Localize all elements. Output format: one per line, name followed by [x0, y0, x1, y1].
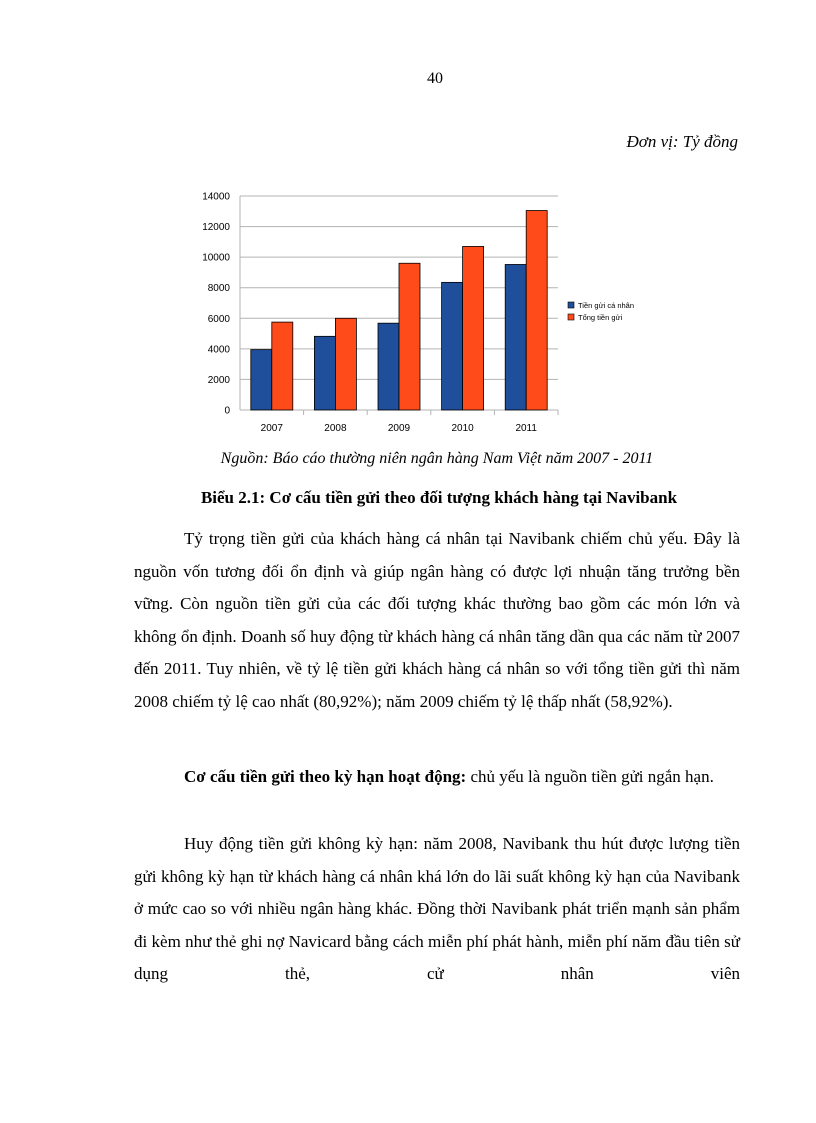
- source-note: Nguồn: Báo cáo thường niên ngân hàng Nam Việt năm 2007 - 2011: [220, 450, 654, 467]
- bar: [378, 323, 399, 410]
- bar: [251, 350, 272, 410]
- chart-caption: Biểu 2.1: Cơ cấu tiền gửi theo đối tượng khách hàng tại Navibank: [200, 488, 678, 507]
- chart-bars: [251, 211, 547, 410]
- paragraph-individual-deposits: Tỷ trọng tiền gửi của khách hàng cá nhân tại Navibank chiếm chủ yếu. Đây là nguồn vốn tương đối ổn định và giúp ngân hàng có được lợi nhuận tăng trưởng bền vững. Còn nguồn tiền gửi của các đối tượng khác thường bao gồm các món lớn và không ổn định. Doanh số huy động từ khách hàng cá nhân tăng dần qua các năm từ 2007 đến 2011. Tuy nhiên, về tỷ lệ tiền gửi khách hàng cá nhân so với tổng tiền gửi thì năm 2008 chiếm tỷ lệ cao nhất (80,92%); năm 2009 chiếm tỷ lệ thấp nhất (58,92%).: [134, 529, 740, 711]
- y-tick-label: 10000: [202, 252, 230, 264]
- bar: [335, 318, 356, 410]
- bar: [463, 246, 484, 410]
- legend-label: Tiền gửi cá nhân: [578, 301, 635, 310]
- page-number: 40: [427, 70, 443, 87]
- bar: [442, 282, 463, 410]
- y-tick-label: 2000: [207, 374, 230, 386]
- bar: [272, 322, 293, 410]
- y-tick-label: 12000: [202, 222, 230, 234]
- paragraph-term-structure: [134, 761, 740, 794]
- x-axis-ticks: [261, 410, 558, 434]
- y-tick-label: 8000: [207, 283, 230, 295]
- deposit-bar-chart: [186, 186, 656, 436]
- paragraph-demand-deposits: Huy động tiền gửi không kỳ hạn: năm 2008, Navibank thu hút được lượng tiền gửi không kỳ hạn từ khách hàng cá nhân khá lớn do lãi suất không kỳ hạn của Navibank ở mức cao so với nhiều ngân hàng khác. Đồng thời Navibank phát triển mạnh sản phẩm đi kèm như thẻ ghi nợ Navicard bằng cách miễn phí phát hành, miễn phí năm đầu tiên sử dụng thẻ, cử nhân viên: [134, 834, 740, 984]
- x-tick-label: 2010: [451, 423, 474, 434]
- y-tick-label: 4000: [207, 344, 230, 356]
- legend-label: Tổng tiền gửi: [578, 313, 623, 322]
- bar: [314, 336, 335, 410]
- legend-swatch: [568, 314, 574, 320]
- y-axis-ticks: [202, 192, 230, 417]
- bar: [505, 264, 526, 410]
- legend-swatch: [568, 302, 574, 308]
- x-tick-label: 2007: [260, 423, 283, 434]
- bar: [526, 211, 547, 410]
- x-tick-label: 2008: [324, 423, 347, 434]
- bar: [399, 263, 420, 410]
- y-tick-label: 0: [224, 405, 230, 417]
- x-tick-label: 2009: [387, 423, 411, 434]
- term-structure-text: chủ yếu là nguồn tiền gửi ngắn hạn.: [466, 767, 714, 786]
- y-tick-label: 14000: [202, 191, 230, 203]
- chart-legend: [568, 301, 634, 322]
- y-tick-label: 6000: [207, 313, 230, 325]
- unit-note: Đơn vị: Tỷ đồng: [626, 132, 738, 151]
- x-tick-label: 2011: [515, 423, 537, 434]
- term-structure-heading: Cơ cấu tiền gửi theo kỳ hạn hoạt động:: [184, 767, 467, 786]
